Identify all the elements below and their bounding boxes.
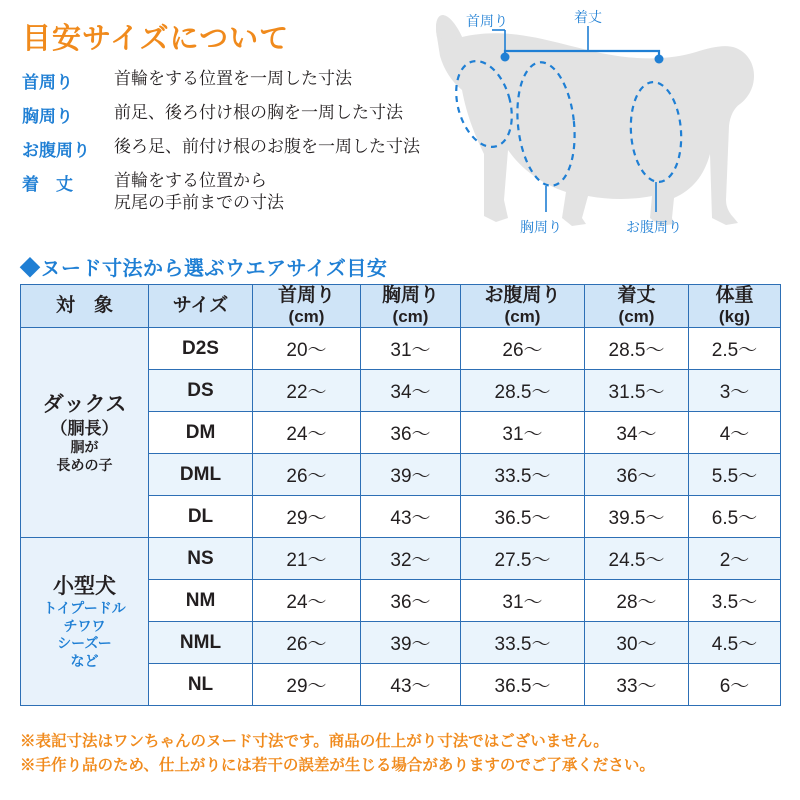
col-header-length [585, 285, 689, 328]
size-table [20, 284, 781, 706]
group-name-main: 小型犬 [53, 574, 116, 598]
cell-weight: 4.5〜 [689, 622, 781, 664]
cell-belly: 27.5〜 [461, 538, 585, 580]
table-header-row [21, 285, 781, 328]
cell-chest: 43〜 [361, 664, 461, 706]
cell-belly: 28.5〜 [461, 370, 585, 412]
definition-term: 胸周り [22, 107, 73, 126]
label-chest: 胸周り [520, 219, 562, 235]
cell-length: 28〜 [585, 580, 689, 622]
group-name-main: ダックス [42, 392, 127, 416]
cell-neck: 21〜 [253, 538, 361, 580]
cell-size: NML [149, 622, 253, 664]
cell-weight: 4〜 [689, 412, 781, 454]
cell-weight: 2〜 [689, 538, 781, 580]
col-header-neck-unit: (cm) [288, 307, 325, 327]
definition-desc-line2: 尻尾の手前までの寸法 [114, 193, 284, 213]
size-table-wrapper [20, 284, 780, 706]
table-row [21, 538, 781, 580]
cell-length: 28.5〜 [585, 328, 689, 370]
cell-size: DL [149, 496, 253, 538]
cell-chest: 36〜 [361, 412, 461, 454]
cell-weight: 3〜 [689, 370, 781, 412]
footnote-2: ※手作り品のため、仕上がりには若干の誤差が生じる場合がありますのでご了承ください。 [20, 757, 655, 775]
group-note-4: など [70, 652, 99, 669]
cell-chest: 32〜 [361, 538, 461, 580]
page-title: 目安サイズについて [22, 23, 290, 55]
col-header-neck-label: 首周り [277, 285, 335, 306]
col-header-chest [361, 285, 461, 328]
col-header-weight [689, 285, 781, 328]
cell-chest: 43〜 [361, 496, 461, 538]
col-header-chest-unit: (cm) [392, 307, 429, 327]
group-note-3: シーズー [57, 635, 112, 652]
label-length: 着丈 [574, 9, 602, 25]
cell-length: 30〜 [585, 622, 689, 664]
cell-belly: 36.5〜 [461, 664, 585, 706]
dog-silhouette-icon [436, 15, 754, 226]
cell-neck: 26〜 [253, 454, 361, 496]
group-cell-dachshund [21, 328, 149, 538]
col-header-neck [253, 285, 361, 328]
col-header-weight-label: 体重 [715, 285, 754, 306]
label-belly: お腹周り [626, 219, 682, 235]
label-neck: 首周り [466, 13, 508, 29]
definition-desc: 後ろ足、前付け根のお腹を一周した寸法 [114, 137, 420, 156]
cell-neck: 24〜 [253, 580, 361, 622]
definition-desc: 首輪をする位置を一周した寸法 [114, 69, 352, 88]
col-header-weight-unit: (kg) [718, 307, 751, 327]
col-header-target [21, 285, 149, 328]
dog-measurement-illustration [374, 4, 794, 254]
definition-term: お腹周り [22, 141, 90, 160]
cell-belly: 36.5〜 [461, 496, 585, 538]
cell-chest: 39〜 [361, 454, 461, 496]
footnotes [20, 730, 790, 778]
definition-desc: 前足、後ろ付け根の胸を一周した寸法 [114, 103, 403, 122]
cell-chest: 31〜 [361, 328, 461, 370]
col-header-belly-unit: (cm) [504, 307, 541, 327]
group-cell-small-dog [21, 538, 149, 706]
cell-length: 36〜 [585, 454, 689, 496]
length-start-dot [501, 53, 510, 62]
cell-belly: 31〜 [461, 412, 585, 454]
cell-weight: 6〜 [689, 664, 781, 706]
cell-belly: 33.5〜 [461, 454, 585, 496]
group-note-1: トイプードル [43, 600, 126, 617]
group-note-2: 長めの子 [56, 456, 113, 473]
length-end-dot [655, 55, 664, 64]
cell-chest: 34〜 [361, 370, 461, 412]
cell-weight: 3.5〜 [689, 580, 781, 622]
cell-length: 39.5〜 [585, 496, 689, 538]
cell-size: DML [149, 454, 253, 496]
group-note-2: チワワ [63, 617, 106, 634]
col-header-belly [461, 285, 585, 328]
cell-length: 31.5〜 [585, 370, 689, 412]
cell-belly: 31〜 [461, 580, 585, 622]
cell-size: D2S [149, 328, 253, 370]
col-header-length-label: 着丈 [617, 285, 656, 306]
table-row [21, 328, 781, 370]
cell-neck: 22〜 [253, 370, 361, 412]
cell-neck: 26〜 [253, 622, 361, 664]
cell-length: 33〜 [585, 664, 689, 706]
col-header-belly-label: お腹周り [484, 285, 561, 306]
cell-weight: 6.5〜 [689, 496, 781, 538]
col-header-size [149, 285, 253, 328]
footnote-1: ※表記寸法はワンちゃんのヌード寸法です。商品の仕上がり寸法ではございません。 [20, 733, 609, 750]
col-header-target-label: 対 象 [55, 295, 113, 317]
cell-neck: 20〜 [253, 328, 361, 370]
cell-neck: 29〜 [253, 664, 361, 706]
definition-term: 首周り [22, 73, 73, 92]
cell-chest: 39〜 [361, 622, 461, 664]
definition-desc-line1: 首輪をする位置から [114, 171, 267, 190]
group-note-1: 胴が [70, 439, 99, 456]
section-heading: ◆ヌード寸法から選ぶウエアサイズ目安 [20, 258, 388, 280]
cell-belly: 26〜 [461, 328, 585, 370]
cell-size: NS [149, 538, 253, 580]
cell-length: 24.5〜 [585, 538, 689, 580]
cell-size: NM [149, 580, 253, 622]
definition-term: 着 丈 [22, 175, 73, 194]
group-name-sub: （胴長） [50, 418, 119, 438]
cell-chest: 36〜 [361, 580, 461, 622]
col-header-size-label: サイズ [172, 295, 229, 317]
cell-size: NL [149, 664, 253, 706]
cell-neck: 29〜 [253, 496, 361, 538]
cell-size: DM [149, 412, 253, 454]
cell-length: 34〜 [585, 412, 689, 454]
cell-size: DS [149, 370, 253, 412]
cell-weight: 2.5〜 [689, 328, 781, 370]
cell-neck: 24〜 [253, 412, 361, 454]
col-header-length-unit: (cm) [618, 307, 655, 327]
col-header-chest-label: 胸周り [381, 285, 439, 306]
cell-belly: 33.5〜 [461, 622, 585, 664]
cell-weight: 5.5〜 [689, 454, 781, 496]
